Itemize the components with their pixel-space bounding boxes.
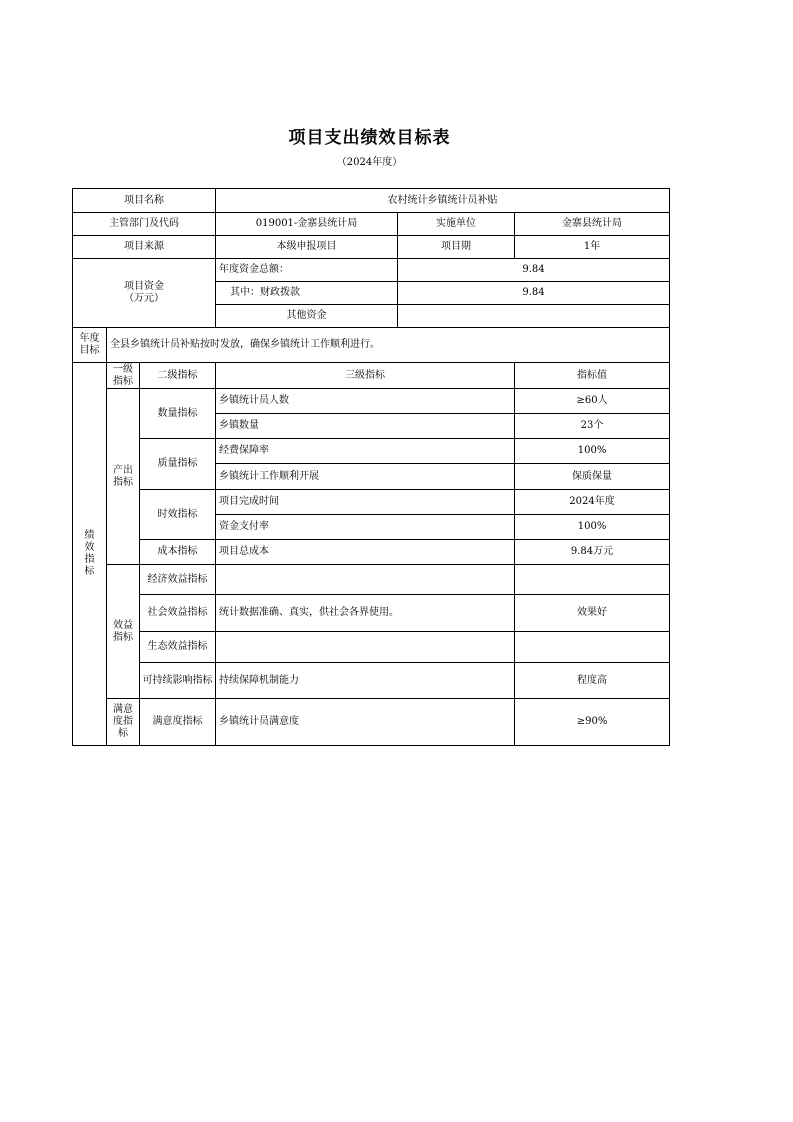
funds-other-label: 其他资金 bbox=[216, 305, 398, 328]
period-value: 1年 bbox=[515, 236, 670, 259]
source-label: 项目来源 bbox=[73, 236, 216, 259]
perf-char-3: 指 bbox=[84, 554, 95, 565]
indicators-header-row bbox=[73, 363, 670, 389]
source-value: 本级申报项目 bbox=[216, 236, 398, 259]
annual-goal-label-line1: 年度 bbox=[79, 333, 100, 344]
project-name-label: 项目名称 bbox=[73, 189, 216, 213]
performance-target-table bbox=[72, 188, 670, 746]
level3-header: 三级指标 bbox=[216, 363, 515, 389]
social-benefit-1: 统计数据准确、真实，供社会各界使用。 bbox=[216, 595, 515, 632]
table-row bbox=[73, 389, 670, 414]
satisfaction-indicator-label: 满意度指标 bbox=[140, 699, 216, 746]
table-row bbox=[73, 595, 670, 632]
project-name-row bbox=[73, 189, 670, 213]
social-benefit-1-value: 效果好 bbox=[515, 595, 670, 632]
funds-label bbox=[73, 259, 216, 328]
project-name-value: 农村统计乡镇统计员补贴 bbox=[216, 189, 670, 213]
annual-goal-row bbox=[73, 328, 670, 363]
satisfaction-group-line3: 标 bbox=[118, 728, 128, 739]
satisfaction-indicator-1: 乡镇统计员满意度 bbox=[216, 699, 515, 746]
benefit-label-line1: 效益 bbox=[113, 619, 133, 631]
level2-header: 二级指标 bbox=[140, 363, 216, 389]
funds-fiscal-label: 其中：财政拨款 bbox=[216, 282, 398, 305]
satisfaction-group-line2: 度指 bbox=[113, 716, 133, 727]
ecological-benefit-label: 生态效益指标 bbox=[140, 632, 216, 663]
economic-benefit-1 bbox=[216, 565, 515, 595]
indicator-value-header: 指标值 bbox=[515, 363, 670, 389]
perf-char-2: 效 bbox=[84, 542, 95, 553]
dept-row bbox=[73, 213, 670, 236]
quantity-indicator-1-value: ≥60人 bbox=[515, 389, 670, 414]
impl-unit-label: 实施单位 bbox=[398, 213, 515, 236]
table-row bbox=[73, 540, 670, 565]
satisfaction-group-label bbox=[107, 699, 140, 746]
level1-header-line1: 一级 bbox=[113, 363, 133, 375]
quantity-indicator-1: 乡镇统计员人数 bbox=[216, 389, 515, 414]
output-label-line1: 产出 bbox=[113, 464, 133, 476]
sustainable-impact-label: 可持续影响指标 bbox=[140, 663, 216, 699]
benefit-label-line2: 指标 bbox=[113, 631, 133, 643]
ecological-benefit-1-value bbox=[515, 632, 670, 663]
sustainable-impact-1-value: 程度高 bbox=[515, 663, 670, 699]
table-row bbox=[73, 632, 670, 663]
page-title: 项目支出绩效目标表 bbox=[288, 128, 451, 148]
output-label-line2: 指标 bbox=[113, 476, 133, 488]
cost-indicator-1: 项目总成本 bbox=[216, 540, 515, 565]
satisfaction-indicator-1-value: ≥90% bbox=[515, 699, 670, 746]
funds-other-value bbox=[398, 305, 670, 328]
perf-char-4: 标 bbox=[84, 566, 95, 577]
level1-header-line2: 指标 bbox=[113, 375, 133, 387]
timeliness-indicator-2: 资金支付率 bbox=[216, 515, 515, 540]
perf-char-1: 绩 bbox=[84, 530, 95, 541]
output-indicators-label bbox=[107, 389, 140, 565]
dept-label: 主管部门及代码 bbox=[73, 213, 216, 236]
impl-unit-value: 金寨县统计局 bbox=[515, 213, 670, 236]
timeliness-indicator-2-value: 100% bbox=[515, 515, 670, 540]
funds-total-row bbox=[73, 259, 670, 282]
table-row bbox=[73, 699, 670, 746]
cost-indicator-1-value: 9.84万元 bbox=[515, 540, 670, 565]
economic-benefit-1-value bbox=[515, 565, 670, 595]
annual-goal-label-line2: 目标 bbox=[79, 345, 100, 356]
table-row bbox=[73, 565, 670, 595]
timeliness-indicator-1-value: 2024年度 bbox=[515, 490, 670, 515]
quality-indicator-2: 乡镇统计工作顺利开展 bbox=[216, 464, 515, 490]
period-label: 项目期 bbox=[398, 236, 515, 259]
timeliness-indicator-label: 时效指标 bbox=[140, 490, 216, 540]
quality-indicator-1: 经费保障率 bbox=[216, 439, 515, 464]
cost-indicator-label: 成本指标 bbox=[140, 540, 216, 565]
quantity-indicator-2: 乡镇数量 bbox=[216, 414, 515, 439]
funds-total-label: 年度资金总额： bbox=[216, 259, 398, 282]
benefit-indicators-label bbox=[107, 565, 140, 699]
ecological-benefit-1 bbox=[216, 632, 515, 663]
dept-value: 019001-金寨县统计局 bbox=[216, 213, 398, 236]
funds-label-line2: （万元） bbox=[124, 293, 165, 304]
year-label: （2024年度） bbox=[336, 157, 403, 168]
quality-indicator-2-value: 保质保量 bbox=[515, 464, 670, 490]
quality-indicator-1-value: 100% bbox=[515, 439, 670, 464]
annual-goal-label bbox=[73, 328, 107, 363]
economic-benefit-label: 经济效益指标 bbox=[140, 565, 216, 595]
satisfaction-group-line1: 满意 bbox=[113, 704, 133, 715]
annual-goal-text: 全县乡镇统计员补贴按时发放，确保乡镇统计工作顺利进行。 bbox=[107, 328, 670, 363]
funds-total-value: 9.84 bbox=[398, 259, 670, 282]
sustainable-impact-1: 持续保障机制能力 bbox=[216, 663, 515, 699]
table-row bbox=[73, 663, 670, 699]
timeliness-indicator-1: 项目完成时间 bbox=[216, 490, 515, 515]
social-benefit-label: 社会效益指标 bbox=[140, 595, 216, 632]
table-row bbox=[73, 439, 670, 464]
funds-label-line1: 项目资金 bbox=[124, 281, 165, 292]
quantity-indicator-2-value: 23个 bbox=[515, 414, 670, 439]
quality-indicator-label: 质量指标 bbox=[140, 439, 216, 490]
source-row bbox=[73, 236, 670, 259]
table-row bbox=[73, 490, 670, 515]
funds-fiscal-value: 9.84 bbox=[398, 282, 670, 305]
quantity-indicator-label: 数量指标 bbox=[140, 389, 216, 439]
level1-header bbox=[107, 363, 140, 389]
performance-indicators-label bbox=[73, 363, 107, 746]
